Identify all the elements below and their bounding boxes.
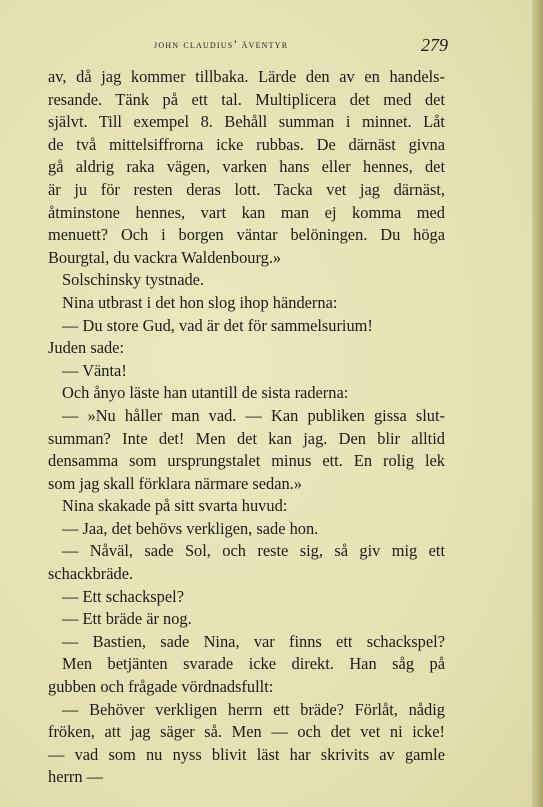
text-line: summan? Inte det! Men det kan jag. Den blir alltid [48, 428, 445, 448]
text-line: som jag skall förklara närmare sedan.» [48, 473, 302, 493]
text-line: gå aldrig raka vägen, varken hans eller hennes, det [48, 157, 445, 177]
text-line: — vad som nu nyss blivit läst har skrivits av gamle [48, 744, 445, 764]
page-edge [532, 0, 543, 807]
text-line: — Nåväl, sade Sol, och reste sig, så giv mig ett [62, 541, 445, 561]
text-line: schackbräde. [48, 564, 134, 584]
text-line: Men betjänten svarade icke direkt. Han såg på [62, 654, 445, 674]
page-number: 279 [421, 35, 448, 55]
text-line: självt. Till exempel 8. Behåll summan i minnet. Låt [48, 112, 445, 132]
text-line: herrn — [48, 767, 104, 787]
text-line: Bourgtal, du vackra Waldenbourg.» [48, 247, 282, 267]
text-line: resande. Tänk på ett tal. Multiplicera det med det [48, 89, 445, 109]
text-line: menuett? Och i borgen väntar belöningen. Du höga [48, 225, 445, 245]
page-header [48, 35, 448, 57]
text-line: — Bastien, sade Nina, var finns ett schackspel? [62, 631, 445, 651]
text-line: — Vänta! [62, 360, 127, 380]
text-line: är ju för resten deras lott. Tacka vet jag därnäst, [48, 179, 445, 199]
text-line: — Ett schackspel? [62, 586, 184, 606]
text-line: — Ett bräde är nog. [62, 609, 192, 629]
text-line: — »Nu håller man vad. — Kan publiken gissa slut- [62, 405, 445, 425]
text-line: de två mittelsiffrorna icke rubbas. De därnäst givna [48, 134, 445, 154]
text-line: av, då jag kommer tillbaka. Lärde den av en handels- [48, 67, 445, 86]
text-line: Och ånyo läste han utantill de sista raderna: [62, 383, 349, 403]
text-line: — Jaa, det behövs verkligen, sade hon. [62, 518, 319, 538]
body-text [48, 66, 445, 789]
text-line: Nina utbrast i det hon slog ihop händerna: [62, 292, 338, 312]
text-line: fröken, att jag säger så. Men — och det vet ni icke! [48, 722, 445, 742]
text-line: — Du store Gud, vad är det för sammelsurium! [62, 315, 373, 335]
text-line: — Behöver verkligen herrn ett bräde? Förlåt, nådig [62, 699, 445, 719]
text-line: Nina skakade på sitt svarta huvud: [62, 496, 288, 516]
text-line: Solschinsky tystnade. [62, 270, 205, 290]
text-line: densamma som ursprungstalet minus ett. En rolig lek [48, 451, 445, 471]
text-line: åtminstone hennes, vart kan man ej komma med [48, 202, 445, 222]
text-line: Juden sade: [48, 338, 125, 358]
running-title: john claudius’ äventyr [154, 39, 289, 51]
text-line: gubben och frågade vördnadsfullt: [48, 677, 274, 697]
